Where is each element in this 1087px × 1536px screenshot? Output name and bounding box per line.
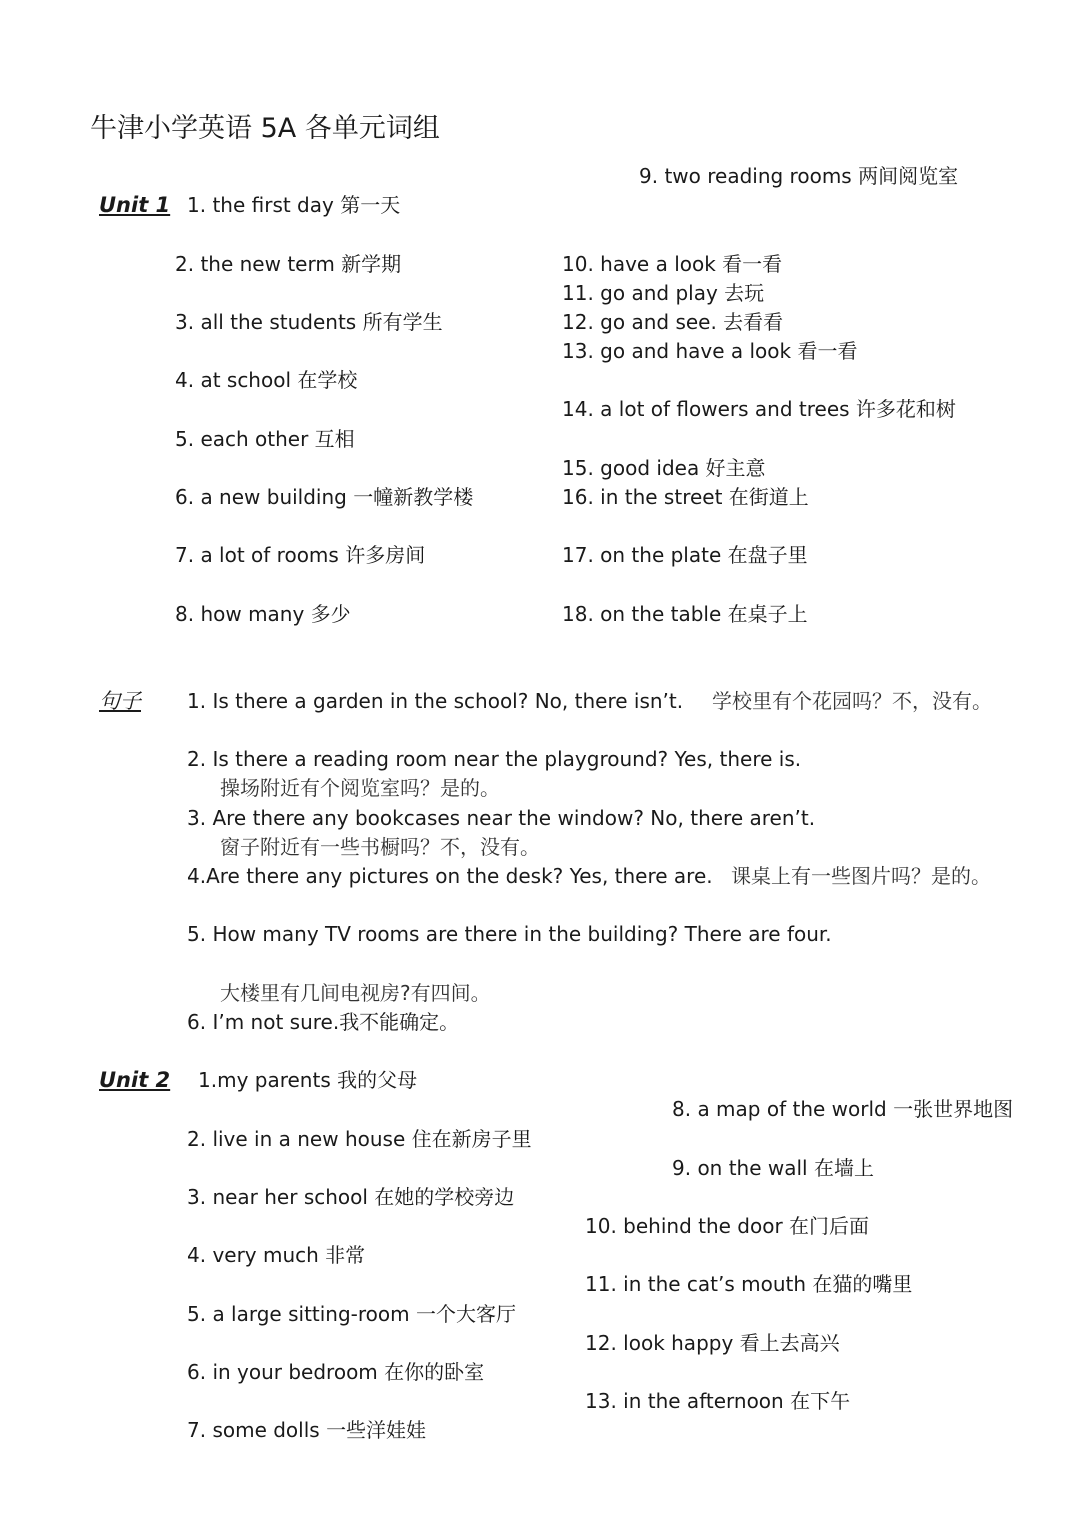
- unit1-phrase: 15. good idea 好主意: [562, 456, 766, 480]
- unit1-phrase: 6. a new building 一幢新教学楼: [175, 485, 474, 509]
- unit1-phrase: 12. go and see. 去看看: [562, 310, 784, 334]
- unit2-phrase: 5. a large sitting-room 一个大客厅: [187, 1302, 516, 1326]
- unit1-phrase: 18. on the table 在桌子上: [562, 602, 808, 626]
- unit1-phrase: 14. a lot of flowers and trees 许多花和树: [562, 397, 956, 421]
- sentence-cn: 课桌上有一些图片吗？是的。: [731, 864, 991, 888]
- unit2-phrase: 13. in the afternoon 在下午: [585, 1389, 851, 1413]
- unit2-phrase: 9. on the wall 在墙上: [672, 1156, 874, 1180]
- unit1-phrase: 9. two reading rooms 两间阅览室: [639, 164, 959, 188]
- sentence-en: 1. Is there a garden in the school? No, there isn’t.: [187, 689, 684, 713]
- sentence-cn: 操场附近有个阅览室吗？是的。: [220, 776, 500, 800]
- unit2-phrase: 12. look happy 看上去高兴: [585, 1331, 840, 1355]
- unit1-phrase: 3. all the students 所有学生: [175, 310, 443, 334]
- unit2-phrase: 8. a map of the world 一张世界地图: [672, 1097, 1014, 1121]
- sentence-en: 2. Is there a reading room near the playground? Yes, there is.: [187, 747, 802, 771]
- unit2-phrase: 6. in your bedroom 在你的卧室: [187, 1360, 485, 1384]
- unit1-heading: Unit 1: [99, 193, 171, 217]
- unit2-phrase: 2. live in a new house 住在新房子里: [187, 1127, 532, 1151]
- unit2-phrase: 4. very much 非常: [187, 1243, 366, 1267]
- unit2-heading: Unit 2: [99, 1068, 171, 1092]
- sentence-en: 4.Are there any pictures on the desk? Yes, there are.: [187, 864, 713, 888]
- unit1-phrase: 11. go and play 去玩: [562, 281, 765, 305]
- unit2-phrase: 11. in the cat’s mouth 在猫的嘴里: [585, 1272, 913, 1296]
- unit1-phrase: 7. a lot of rooms 许多房间: [175, 543, 426, 567]
- sentence-cn: 学校里有个花园吗？不，没有。: [712, 689, 992, 713]
- sentences-heading: 句子: [99, 689, 141, 713]
- unit2-phrase: 1.my parents 我的父母: [198, 1068, 418, 1092]
- unit1-phrase: 5. each other 互相: [175, 427, 355, 451]
- unit1-phrase: 10. have a look 看一看: [562, 252, 783, 276]
- unit1-phrase: 2. the new term 新学期: [175, 252, 402, 276]
- unit1-phrase: 17. on the plate 在盘子里: [562, 543, 808, 567]
- sentence-en: 3. Are there any bookcases near the window? No, there aren’t.: [187, 806, 816, 830]
- sentence-en: 6. I’m not sure.我不能确定。: [187, 1010, 460, 1034]
- unit2-phrase: 10. behind the door 在门后面: [585, 1214, 870, 1238]
- page-title: 牛津小学英语 5A 各单元词组: [90, 113, 440, 144]
- sentence-cn: 窗子附近有一些书橱吗？不，没有。: [220, 835, 540, 859]
- unit2-phrase: 3. near her school 在她的学校旁边: [187, 1185, 515, 1209]
- unit2-phrase: 7. some dolls 一些洋娃娃: [187, 1418, 427, 1442]
- unit1-phrase: 8. how many 多少: [175, 602, 351, 626]
- sentence-en: 5. How many TV rooms are there in the building? There are four.: [187, 922, 832, 946]
- unit1-phrase: 13. go and have a look 看一看: [562, 339, 858, 363]
- unit1-phrase: 1. the first day 第一天: [187, 193, 401, 217]
- unit1-phrase: 4. at school 在学校: [175, 368, 358, 392]
- unit1-phrase: 16. in the street 在街道上: [562, 485, 809, 509]
- sentence-cn: 大楼里有几间电视房?有四间。: [220, 981, 491, 1005]
